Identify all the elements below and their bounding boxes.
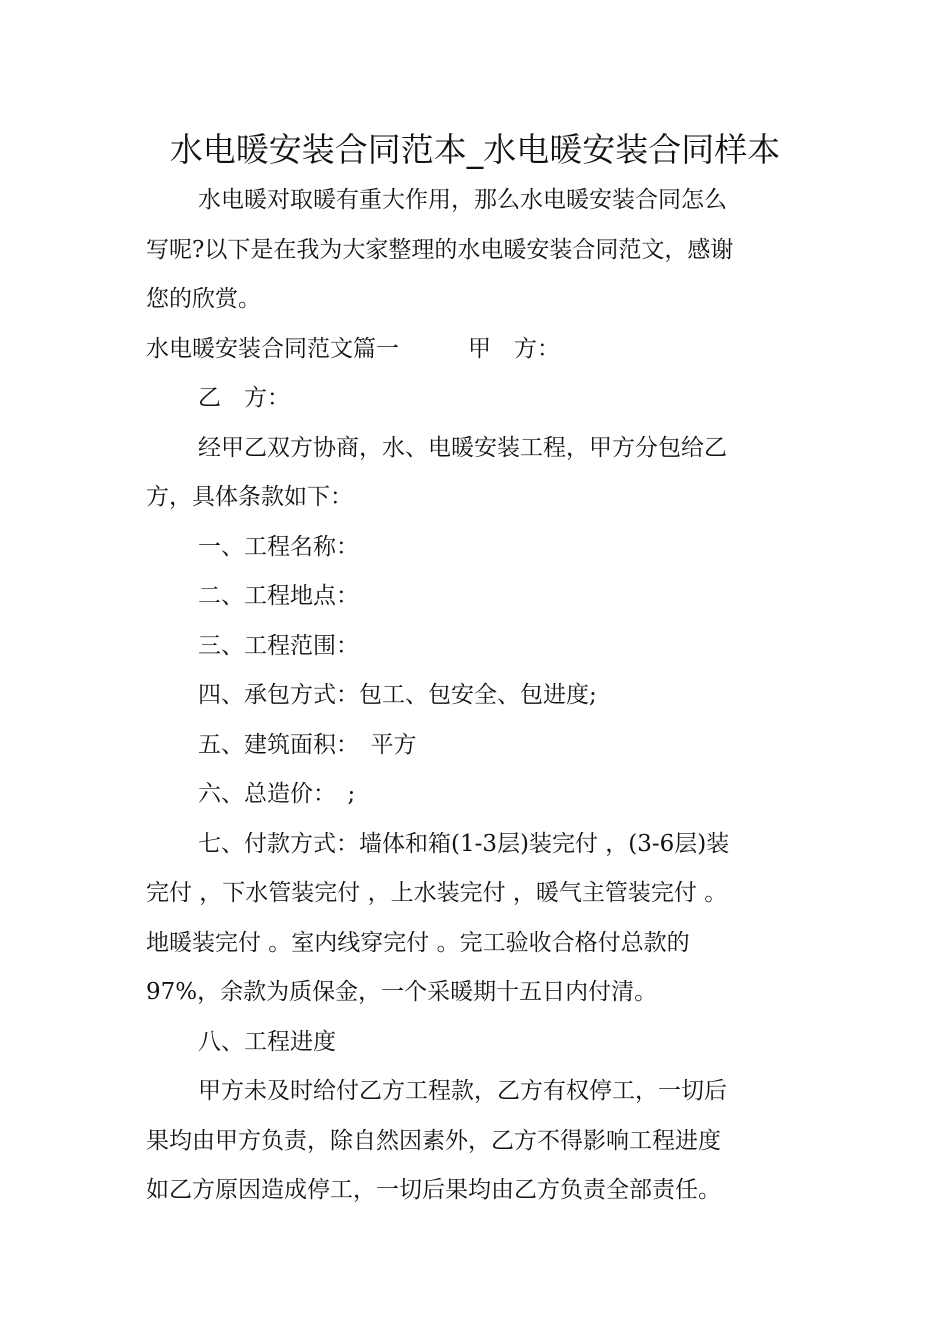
clause-building-area: 五、建筑面积： 平方: [198, 731, 417, 758]
document-body: [146, 176, 836, 1216]
paragraph-line: 水电暖对取暖有重大作用，那么水电暖安装合同怎么: [198, 187, 727, 213]
clause-project-location: 二、工程地点：: [198, 583, 359, 609]
clause-project-progress: 八、工程进度: [198, 1028, 336, 1055]
paragraph-line: 完付 ，下水管装完付 ，上水装完付 ，暖气主管装完付 。: [146, 880, 728, 906]
document-title: 水电暖安装合同范本_水电暖安装合同样本: [169, 130, 781, 169]
section-heading-line: 水电暖安装合同范文篇一 甲 方：: [146, 335, 560, 362]
paragraph-line: 甲方未及时给付乙方工程款，乙方有权停工，一切后: [198, 1078, 727, 1104]
clause-contract-mode: 四、承包方式：包工、包安全、包进度;: [198, 682, 597, 708]
clause-project-scope: 三、工程范围：: [198, 632, 359, 659]
paragraph-line: 地暖装完付 。室内线穿完付 。完工验收合格付总款的: [146, 929, 690, 956]
paragraph-line: 如乙方原因造成停工，一切后果均由乙方负责全部责任。: [146, 1177, 721, 1203]
paragraph-line: 写呢?以下是在我为大家整理的水电暖安装合同范文，感谢: [146, 236, 734, 263]
clause-total-cost: 六、总造价： ;: [198, 781, 356, 807]
paragraph-line: 您的欣赏。: [146, 286, 261, 312]
paragraph-line: 97%，余款为质保金，一个采暖期十五日内付清。: [146, 979, 658, 1005]
clause-project-name: 一、工程名称：: [198, 533, 359, 560]
clause-payment-method: 七、付款方式：墙体和箱(1-3层)装完付 ，(3-6层)装: [198, 830, 730, 857]
paragraph-line: 果均由甲方负责，除自然因素外，乙方不得影响工程进度: [146, 1127, 721, 1154]
paragraph-line: 方，具体条款如下：: [146, 484, 353, 510]
party-b-line: 乙 方：: [198, 385, 290, 411]
paragraph-line: 经甲乙双方协商，水、电暖安装工程，甲方分包给乙: [198, 434, 727, 461]
